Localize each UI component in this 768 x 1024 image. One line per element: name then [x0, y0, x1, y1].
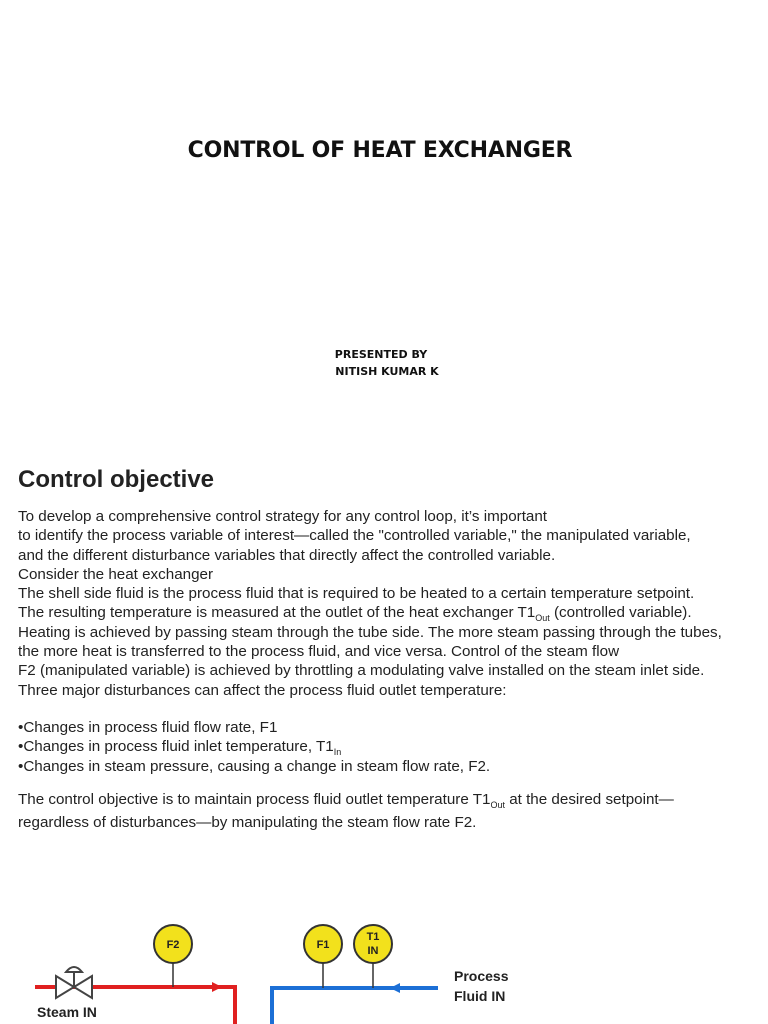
- body-line: and the different disturbance variables that directly affect the controlled variable.: [18, 546, 556, 564]
- presenter-name: NITISH KUMAR K: [335, 365, 439, 378]
- section-heading: Control objective: [18, 466, 215, 493]
- bullet-item: •Changes in process fluid flow rate, F1: [18, 718, 278, 736]
- objective-line: The control objective is to maintain process fluid outlet temperature $T1_{Out}$ at the desired setpoint—: [18, 790, 674, 810]
- body-line: the more heat is transferred to the process fluid, and vice versa. Control of the steam flow: [18, 643, 620, 661]
- process-label: Process: [454, 968, 509, 984]
- bullet-item: •Changes in process fluid inlet temperature, $T1_{In}$: [18, 738, 342, 758]
- presenter-block: [0, 346, 768, 380]
- flow-gauge-f2: [154, 925, 192, 987]
- body-line: Three major disturbances can affect the process fluid outlet temperature:: [18, 681, 507, 699]
- steam-in-label: Steam IN: [37, 1004, 97, 1020]
- svg-text:IN: IN: [367, 945, 379, 957]
- bullet-item: •Changes in steam pressure, causing a change in steam flow rate, F2.: [18, 757, 491, 775]
- fluid-in-label: Fluid IN: [454, 988, 506, 1004]
- temperature-gauge-t1-in: [354, 925, 392, 988]
- body-line: to identify the process variable of interest—called the "controlled variable," the manipulated variable,: [18, 527, 691, 545]
- body-line: Consider the heat exchanger: [18, 565, 214, 583]
- body-text: [18, 507, 763, 832]
- flow-gauge-f1: [304, 925, 342, 988]
- slide-title: CONTROL OF HEAT EXCHANGER: [187, 138, 573, 163]
- presenter-label: PRESENTED BY: [334, 348, 428, 361]
- body-line-controlled-variable: The resulting temperature is measured at the outlet of the heat exchanger $T1_{Out}$ (controlled variable).: [18, 604, 692, 624]
- svg-text:T1: T1: [366, 931, 380, 943]
- body-line: F2 (manipulated variable) is achieved by throttling a modulating valve installed on the steam inlet side.: [18, 662, 705, 680]
- control-valve-icon: [56, 967, 92, 998]
- objective-line: regardless of disturbances—by manipulating the steam flow rate F2.: [18, 814, 477, 832]
- svg-text:F1: F1: [316, 939, 330, 951]
- body-line: Heating is achieved by passing steam through the tube side. The more steam passing through the tubes,: [18, 623, 722, 641]
- svg-text:F2: F2: [166, 939, 180, 951]
- body-line: The shell side fluid is the process fluid that is required to be heated to a certain temperature setpoint.: [18, 585, 695, 603]
- process-pipe: [272, 983, 438, 1024]
- heat-exchanger-diagram: [0, 900, 768, 1024]
- body-line: To develop a comprehensive control strategy for any control loop, it’s important: [18, 508, 548, 525]
